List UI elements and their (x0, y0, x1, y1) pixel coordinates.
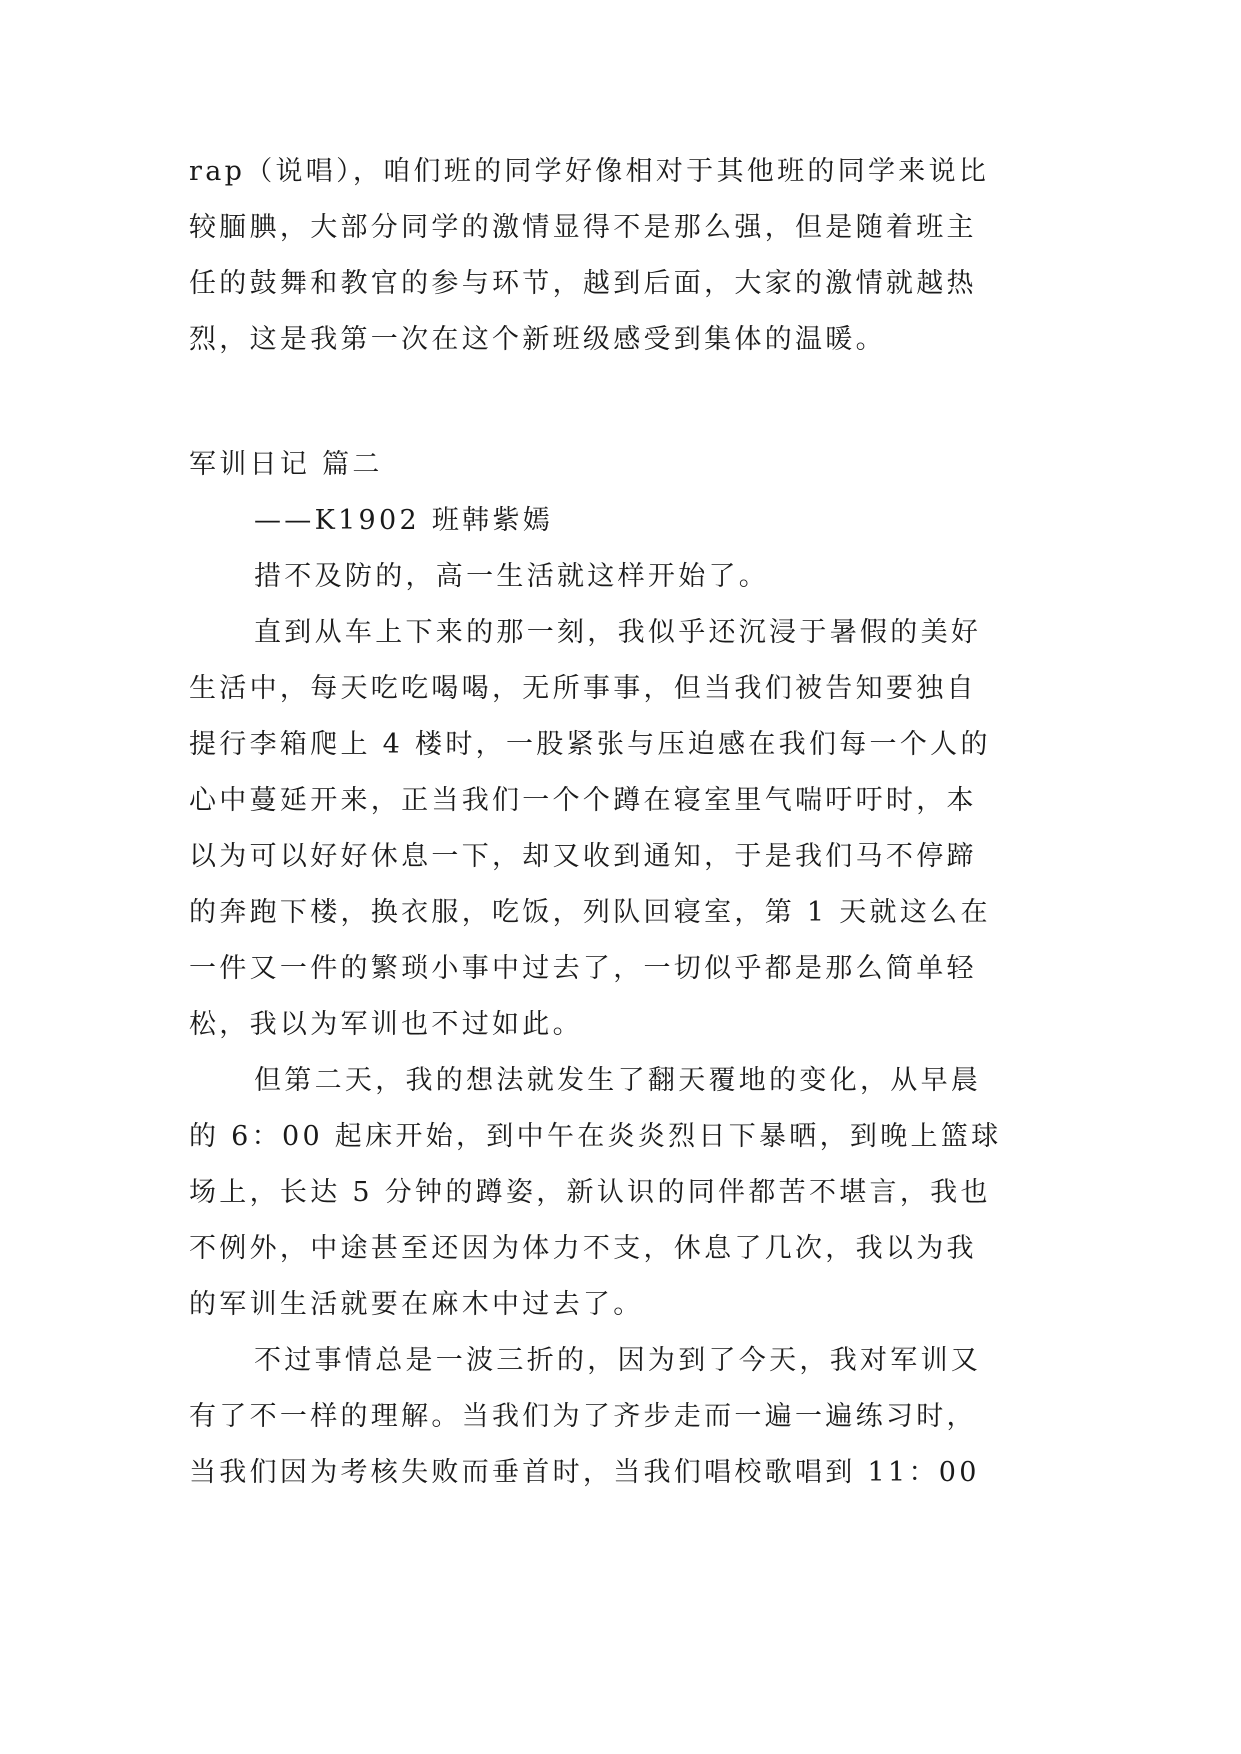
paragraph-line: 措不及防的，高一生活就这样开始了。 (254, 561, 770, 592)
paragraph-line: 松，我以为军训也不过如此。 (189, 1009, 583, 1040)
paragraph-line: 不例外，中途甚至还因为体力不支，休息了几次，我以为我 (189, 1233, 977, 1264)
paragraph-line: rap（说唱），咱们班的同学好像相对于其他班的同学来说比 (189, 156, 990, 187)
paragraph-line: 有了不一样的理解。当我们为了齐步走而一遍一遍练习时， (189, 1401, 977, 1432)
paragraph-line: 较腼腆，大部分同学的激情显得不是那么强，但是随着班主 (189, 212, 977, 243)
paragraph-line: 一件又一件的繁琐小事中过去了，一切似乎都是那么简单轻 (189, 953, 977, 984)
paragraph-line: 提行李箱爬上 4 楼时，一股紧张与压迫感在我们每一个人的 (189, 729, 991, 760)
paragraph-line: 以为可以好好休息一下，却又收到通知，于是我们马不停蹄 (189, 841, 977, 872)
paragraph-line: 心中蔓延开来，正当我们一个个蹲在寝室里气喘吁吁时，本 (189, 785, 977, 816)
paragraph-line: 烈，这是我第一次在这个新班级感受到集体的温暖。 (189, 324, 886, 355)
paragraph-line: 的 6：00 起床开始，到中午在炎炎烈日下暴晒，到晚上篮球 (189, 1121, 1002, 1152)
paragraph-line: 的奔跑下楼，换衣服，吃饭，列队回寝室，第 1 天就这么在 (189, 897, 991, 928)
paragraph-line: 生活中，每天吃吃喝喝，无所事事，但当我们被告知要独自 (189, 673, 977, 704)
author-byline: ——K1902 班韩紫嫣 (254, 505, 554, 536)
paragraph-line: 当我们因为考核失败而垂首时，当我们唱校歌唱到 11：00 (189, 1457, 980, 1488)
section-heading: 军训日记 篇二 (189, 449, 383, 480)
paragraph-line: 但第二天，我的想法就发生了翻天覆地的变化，从早晨 (254, 1065, 982, 1096)
paragraph-line: 不过事情总是一波三折的，因为到了今天，我对军训又 (254, 1345, 982, 1376)
paragraph-line: 任的鼓舞和教官的参与环节，越到后面，大家的激情就越热 (189, 268, 977, 299)
paragraph-line: 场上，长达 5 分钟的蹲姿，新认识的同伴都苦不堪言，我也 (189, 1177, 991, 1208)
paragraph-line: 的军训生活就要在麻木中过去了。 (189, 1289, 644, 1320)
paragraph-line: 直到从车上下来的那一刻，我似乎还沉浸于暑假的美好 (254, 617, 982, 648)
